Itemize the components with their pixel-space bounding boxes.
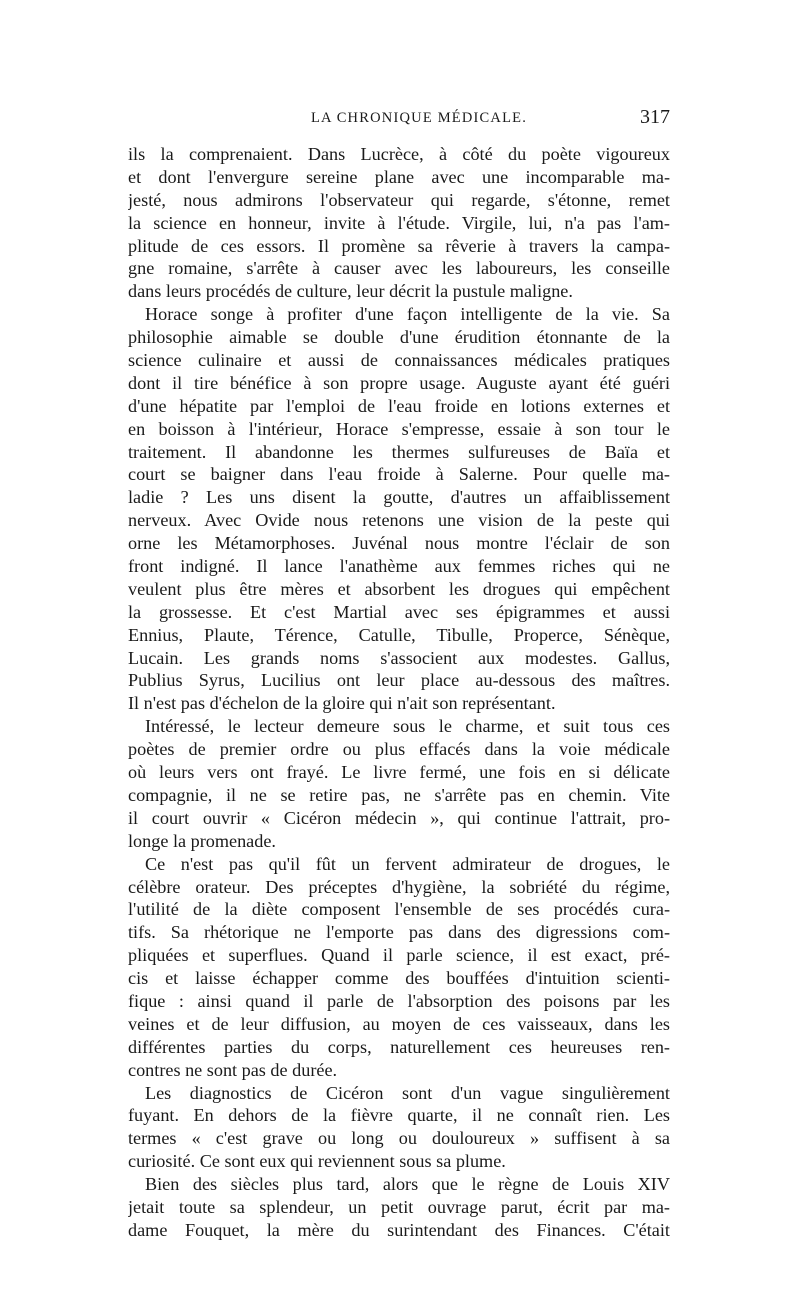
running-title: LA CHRONIQUE MÉDICALE. xyxy=(310,110,528,126)
body-text xyxy=(128,143,670,1242)
text-line: plitude de ces essors. Il promène sa rêverie à travers la campa- xyxy=(128,235,670,256)
text-line: la science en honneur, invite à l'étude. Virgile, lui, n'a pas l'am- xyxy=(128,212,670,233)
text-line: nerveux. Avec Ovide nous retenons une vision de la peste qui xyxy=(128,510,670,531)
text-line: et dont l'envergure sereine plane avec une incomparable ma- xyxy=(128,166,670,187)
paragraph-first-line: Intéressé, le lecteur demeure sous le charme, et suit tous ces xyxy=(145,716,670,737)
text-line: jesté, nous admirons l'observateur qui regarde, s'étonne, remet xyxy=(128,189,670,210)
text-line: contres ne sont pas de durée. xyxy=(128,1059,338,1080)
text-line: ladie ? Les uns disent la goutte, d'autres un affaiblissement xyxy=(128,487,670,508)
text-line: différentes parties du corps, naturellement ces heureuses ren- xyxy=(128,1036,670,1057)
paragraph-first-line: Bien des siècles plus tard, alors que le règne de Louis XIV xyxy=(145,1174,670,1195)
text-line: traitement. Il abandonne les thermes sulfureuses de Baïa et xyxy=(128,441,670,462)
text-line: dame Fouquet, la mère du surintendant des Finances. C'était xyxy=(128,1219,670,1240)
text-line: veines et de leur diffusion, au moyen de ces vaisseaux, dans les xyxy=(128,1013,670,1034)
text-line: dont il tire bénéfice à son propre usage. Auguste ayant été guéri xyxy=(128,372,670,393)
text-line: d'une hépatite par l'emploi de l'eau froide en lotions externes et xyxy=(128,395,670,416)
text-line: Il n'est pas d'échelon de la gloire qui n'ait son représentant. xyxy=(128,693,556,714)
text-line: philosophie aimable se double d'une érudition étonnante de la xyxy=(128,327,670,348)
text-line: Publius Syrus, Lucilius ont leur place au-dessous des maîtres. xyxy=(128,670,670,691)
text-line: tifs. Sa rhétorique ne l'emporte pas dans des digressions com- xyxy=(128,922,670,943)
text-line: dans leurs procédés de culture, leur décrit la pustule maligne. xyxy=(128,281,573,302)
text-line: en boisson à l'intérieur, Horace s'empresse, essaie à son tour le xyxy=(128,418,670,439)
paragraph-first-line: Ce n'est pas qu'il fût un fervent admirateur de drogues, le xyxy=(145,853,670,874)
text-line: court se baigner dans l'eau froide à Salerne. Pour quelle ma- xyxy=(128,464,670,485)
running-header xyxy=(128,106,670,134)
text-line: science culinaire et aussi de connaissances médicales pratiques xyxy=(128,350,670,371)
text-line: front indigné. Il lance l'anathème aux femmes riches qui ne xyxy=(128,556,670,577)
text-line: pliquées et superflues. Quand il parle science, il est exact, pré- xyxy=(128,945,670,966)
text-line: il court ouvrir « Cicéron médecin », qui continue l'attrait, pro- xyxy=(128,807,670,828)
text-line: Ennius, Plaute, Térence, Catulle, Tibulle, Properce, Sénèque, xyxy=(128,624,670,645)
paragraph-first-line: Horace songe à profiter d'une façon intelligente de la vie. Sa xyxy=(145,304,670,325)
text-line: où leurs vers ont frayé. Le livre fermé, une fois en si délicate xyxy=(128,762,670,783)
text-line: la grossesse. Et c'est Martial avec ses épigrammes et aussi xyxy=(128,601,670,622)
text-line: cis et laisse échapper comme des bouffées d'intuition scienti- xyxy=(128,968,670,989)
text-line: ils la comprenaient. Dans Lucrèce, à côté du poète vigoureux xyxy=(128,144,670,164)
paragraph-first-line: Les diagnostics de Cicéron sont d'un vague singulièrement xyxy=(145,1082,670,1103)
text-line: compagnie, il ne se retire pas, ne s'arrête pas en chemin. Vite xyxy=(128,784,670,805)
text-line: termes « c'est grave ou long ou douloureux » suffisent à sa xyxy=(128,1128,670,1149)
text-line: orne les Métamorphoses. Juvénal nous montre l'éclair de son xyxy=(128,533,670,554)
page-number: 317 xyxy=(640,106,670,128)
text-line: gne romaine, s'arrête à causer avec les laboureurs, les conseille xyxy=(128,258,670,279)
text-line: poètes de premier ordre ou plus effacés dans la voie médicale xyxy=(128,739,670,760)
text-line: veulent plus être mères et absorbent les drogues qui empêchent xyxy=(128,578,670,599)
text-line: fique : ainsi quand il parle de l'absorption des poisons par les xyxy=(128,990,670,1011)
text-line: l'utilité de la diète composent l'ensemble de ses procédés cura- xyxy=(128,899,670,920)
text-line: curiosité. Ce sont eux qui reviennent sous sa plume. xyxy=(128,1151,506,1172)
text-line: célèbre orateur. Des préceptes d'hygiène, la sobriété du régime, xyxy=(128,876,670,897)
text-line: longe la promenade. xyxy=(128,830,276,851)
text-line: Lucain. Les grands noms s'associent aux modestes. Gallus, xyxy=(128,647,670,668)
text-line: fuyant. En dehors de la fièvre quarte, il ne connaît rien. Les xyxy=(128,1105,670,1126)
text-line: jetait toute sa splendeur, un petit ouvrage parut, écrit par ma- xyxy=(128,1196,670,1217)
